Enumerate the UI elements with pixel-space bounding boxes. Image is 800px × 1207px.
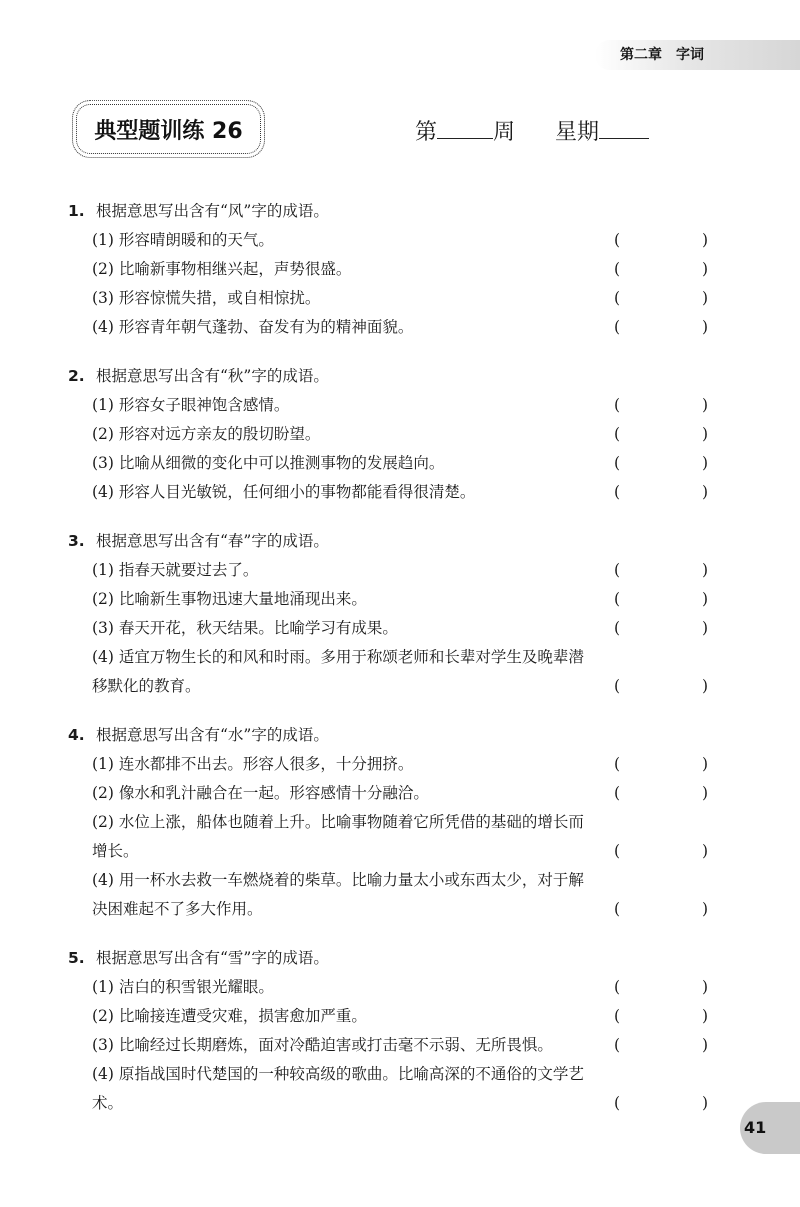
question-item: [68, 585, 708, 614]
close-paren: ): [701, 396, 708, 414]
item-text: (2) 比喻新生事物迅速大量地涌现出来。: [92, 590, 367, 608]
answer-blank[interactable]: [614, 585, 708, 614]
question-item: [68, 313, 708, 342]
item-text: (1) 洁白的积雪银光耀眼。: [92, 978, 274, 996]
item-text: (2) 比喻接连遭受灾难，损害愈加严重。: [92, 1007, 367, 1025]
question-prompt: 根据意思写出含有“春”字的成语。: [96, 532, 329, 550]
item-text: (1) 形容晴朗暖和的天气。: [92, 231, 274, 249]
close-paren: ): [701, 677, 708, 695]
answer-blank[interactable]: [614, 973, 708, 1002]
week-prefix: 第: [415, 120, 438, 145]
item-text: (3) 形容惊慌失措，或自相惊扰。: [92, 289, 321, 307]
item-text: (1) 形容女子眼神饱含感情。: [92, 396, 290, 414]
answer-blank[interactable]: [614, 255, 708, 284]
answer-blank[interactable]: [614, 391, 708, 420]
close-paren: ): [701, 561, 708, 579]
close-paren: ): [701, 978, 708, 996]
question-item: [68, 226, 708, 255]
item-text: (3) 比喻从细微的变化中可以推测事物的发展趋向。: [92, 454, 445, 472]
open-paren: (: [614, 561, 621, 579]
answer-blank[interactable]: [614, 556, 708, 585]
question-number: 4.: [68, 726, 85, 744]
question-heading: [68, 362, 708, 391]
question: [68, 721, 708, 924]
question-item: [68, 614, 708, 643]
day-blank[interactable]: [599, 138, 649, 139]
answer-blank[interactable]: [614, 449, 708, 478]
open-paren: (: [614, 590, 621, 608]
answer-blank[interactable]: [614, 478, 708, 507]
question-heading: [68, 944, 708, 973]
close-paren: ): [701, 619, 708, 637]
question-prompt: 根据意思写出含有“水”字的成语。: [96, 726, 329, 744]
close-paren: ): [701, 231, 708, 249]
day-label: 星期: [555, 120, 600, 145]
open-paren: (: [614, 425, 621, 443]
open-paren: (: [614, 755, 621, 773]
question-item: [68, 391, 708, 420]
close-paren: ): [701, 755, 708, 773]
item-text: (4) 原指战国时代楚国的一种较高级的歌曲。比喻高深的不通俗的文学艺术。: [92, 1065, 584, 1112]
question: [68, 527, 708, 701]
question-item: [68, 284, 708, 313]
close-paren: ): [701, 1094, 708, 1112]
item-text: (3) 比喻经过长期磨炼，面对冷酷迫害或打击毫不示弱、无所畏惧。: [92, 1036, 553, 1054]
chapter-label: 第二章 字词: [620, 47, 704, 63]
open-paren: (: [614, 677, 621, 695]
answer-blank[interactable]: [614, 420, 708, 449]
open-paren: (: [614, 1007, 621, 1025]
close-paren: ): [701, 1036, 708, 1054]
open-paren: (: [614, 619, 621, 637]
close-paren: ): [701, 1007, 708, 1025]
item-text: (4) 形容青年朝气蓬勃、奋发有为的精神面貌。: [92, 318, 414, 336]
item-text: (4) 形容人目光敏锐，任何细小的事物都能看得很清楚。: [92, 483, 476, 501]
open-paren: (: [614, 842, 621, 860]
question-item: [68, 556, 708, 585]
question-item: [68, 973, 708, 1002]
answer-blank[interactable]: [614, 1031, 708, 1060]
item-text: (2) 像水和乳汁融合在一起。形容感情十分融洽。: [92, 784, 429, 802]
question-number: 5.: [68, 949, 85, 967]
item-text: (4) 用一杯水去救一车燃烧着的柴草。比喻力量太小或东西太少，对于解决困难起不了多大作用。: [92, 871, 584, 918]
close-paren: ): [701, 454, 708, 472]
question-item: [68, 478, 708, 507]
question-item: [68, 866, 708, 924]
question-prompt: 根据意思写出含有“秋”字的成语。: [96, 367, 329, 385]
open-paren: (: [614, 454, 621, 472]
item-text: (2) 形容对远方亲友的殷切盼望。: [92, 425, 321, 443]
open-paren: (: [614, 260, 621, 278]
week-suffix: 周: [493, 120, 516, 145]
answer-blank[interactable]: [614, 672, 708, 701]
question-heading: [68, 527, 708, 556]
answer-blank[interactable]: [614, 1089, 708, 1118]
question-list: [68, 197, 708, 1138]
question-prompt: 根据意思写出含有“风”字的成语。: [96, 202, 329, 220]
exercise-title-box: [76, 104, 261, 154]
answer-blank[interactable]: [614, 313, 708, 342]
answer-blank[interactable]: [614, 750, 708, 779]
open-paren: (: [614, 231, 621, 249]
close-paren: ): [701, 483, 708, 501]
question: [68, 362, 708, 507]
question-item: [68, 808, 708, 866]
answer-blank[interactable]: [614, 895, 708, 924]
open-paren: (: [614, 318, 621, 336]
close-paren: ): [701, 900, 708, 918]
question-heading: [68, 721, 708, 750]
question-item: [68, 1031, 708, 1060]
item-text: (4) 适宜万物生长的和风和时雨。多用于称颂老师和长辈对学生及晚辈潜移默化的教育。: [92, 648, 584, 695]
answer-blank[interactable]: [614, 614, 708, 643]
answer-blank[interactable]: [614, 226, 708, 255]
answer-blank[interactable]: [614, 1002, 708, 1031]
question-number: 1.: [68, 202, 85, 220]
question: [68, 197, 708, 342]
close-paren: ): [701, 425, 708, 443]
question-item: [68, 643, 708, 701]
open-paren: (: [614, 483, 621, 501]
open-paren: (: [614, 1036, 621, 1054]
item-text: (3) 春天开花，秋天结果。比喻学习有成果。: [92, 619, 398, 637]
question-number: 3.: [68, 532, 85, 550]
answer-blank[interactable]: [614, 284, 708, 313]
close-paren: ): [701, 842, 708, 860]
page-number: 41: [744, 1118, 767, 1137]
answer-blank[interactable]: [614, 779, 708, 808]
open-paren: (: [614, 784, 621, 802]
open-paren: (: [614, 396, 621, 414]
question-item: [68, 779, 708, 808]
open-paren: (: [614, 900, 621, 918]
close-paren: ): [701, 289, 708, 307]
close-paren: ): [701, 784, 708, 802]
question-item: [68, 750, 708, 779]
open-paren: (: [614, 289, 621, 307]
question-prompt: 根据意思写出含有“雪”字的成语。: [96, 949, 329, 967]
open-paren: (: [614, 978, 621, 996]
answer-blank[interactable]: [614, 837, 708, 866]
item-text: (1) 连水都排不出去。形容人很多，十分拥挤。: [92, 755, 414, 773]
exercise-title: 典型题训练 26: [94, 118, 243, 144]
question-item: [68, 255, 708, 284]
question-heading: [68, 197, 708, 226]
close-paren: ): [701, 260, 708, 278]
schedule-line: [415, 115, 649, 146]
item-text: (2) 水位上涨，船体也随着上升。比喻事物随着它所凭借的基础的增长而增长。: [92, 813, 584, 860]
close-paren: ): [701, 590, 708, 608]
question-item: [68, 449, 708, 478]
question-item: [68, 1060, 708, 1118]
week-blank[interactable]: [437, 138, 493, 139]
question: [68, 944, 708, 1118]
item-text: (1) 指春天就要过去了。: [92, 561, 259, 579]
close-paren: ): [701, 318, 708, 336]
open-paren: (: [614, 1094, 621, 1112]
question-item: [68, 420, 708, 449]
item-text: (2) 比喻新事物相继兴起，声势很盛。: [92, 260, 352, 278]
question-item: [68, 1002, 708, 1031]
question-number: 2.: [68, 367, 85, 385]
